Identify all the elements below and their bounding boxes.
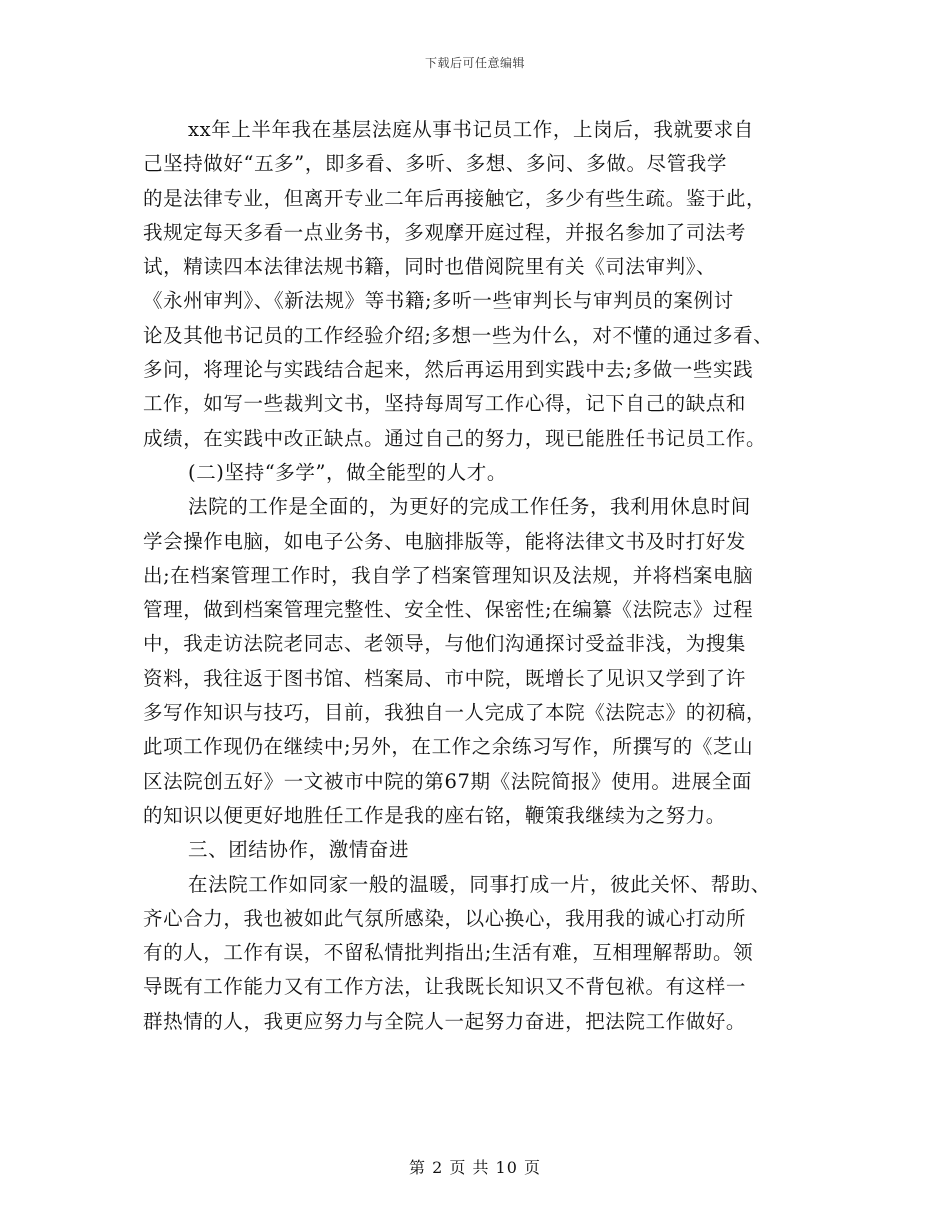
section-heading: (二)坚持“多学”，做全能型的人才。 xyxy=(188,460,507,484)
text-line: 我规定每天多看一点业务书，多观摩开庭过程，并报名参加了司法考 xyxy=(143,220,747,244)
text-line: 的是法律专业，但离开专业二年后再接触它，多少有些生疏。鉴于此， xyxy=(143,186,767,210)
text-line: 成绩，在实践中改正缺点。通过自己的努力，现已能胜任书记员工作。 xyxy=(143,426,767,450)
text-line: xx年上半年我在基层法庭从事书记员工作，上岗后，我就要求自 xyxy=(188,118,754,141)
text-line: 多写作知识与技巧，目前，我独自一人完成了本院《法院志》的初稿， xyxy=(143,701,767,725)
text-line: 资料，我往返于图书馆、档案局、市中院，既增长了见识又学到了许 xyxy=(143,666,747,690)
text-line: 学会操作电脑，如电子公务、电脑排版等，能将法律文书及时打好发 xyxy=(143,529,747,553)
text-line: 工作，如写一些裁判文书，坚持每周写工作心得，记下自己的缺点和 xyxy=(143,392,747,416)
text-line: 在法院工作如同家一般的温暖，同事打成一片，彼此关怀、帮助、 xyxy=(188,872,771,896)
text-line: 管理，做到档案管理完整性、安全性、保密性;在编纂《法院志》过程 xyxy=(143,598,754,622)
text-line: 试，精读四本法律法规书籍，同时也借阅院里有关《司法审判》、 xyxy=(143,255,717,279)
text-line: 齐心合力，我也被如此气氛所感染，以心换心，我用我的诚心打动所 xyxy=(143,906,747,930)
document-body xyxy=(143,113,823,1039)
text-line: 出;在档案管理工作时，我自学了档案管理知识及法规，并将档案电脑 xyxy=(143,563,754,587)
text-line: 此项工作现仍在继续中;另外，在工作之余练习写作，所撰写的《芝山 xyxy=(143,735,754,759)
page-number-footer: 第 2 页 共 10 页 xyxy=(409,1158,541,1177)
text-line: 法院的工作是全面的，为更好的完成工作任务，我利用休息时间 xyxy=(188,495,751,519)
text-line: 论及其他书记员的工作经验介绍;多想一些为什么，对不懂的通过多看、 xyxy=(143,323,774,347)
text-line: 有的人，工作有误，不留私情批判指出;生活有难，互相理解帮助。领 xyxy=(143,941,754,965)
text-line: 己坚持做好“五多”，即多看、多听、多想、多问、多做。尽管我学 xyxy=(143,152,727,176)
text-line: 中，我走访法院老同志、老领导，与他们沟通探讨受益非浅，为搜集 xyxy=(143,632,747,656)
text-line: 多问，将理论与实践结合起来，然后再运用到实践中去;多做一些实践 xyxy=(143,358,754,382)
text-line: 的知识以便更好地胜任工作是我的座右铭，鞭策我继续为之努力。 xyxy=(143,803,726,827)
text-line: 导既有工作能力又有工作方法，让我既长知识又不背包袱。有这样一 xyxy=(143,975,747,999)
text-line: 区法院创五好》一文被市中院的第67期《法院简报》使用。进展全面 xyxy=(143,769,752,793)
text-line: 《永州审判》、《新法规》等书籍;多听一些审判长与审判员的案例讨 xyxy=(143,289,734,313)
page-header: 下载后可任意编辑 xyxy=(424,56,525,70)
section-heading: 三、团结协作，激情奋进 xyxy=(188,838,410,862)
text-line: 群热情的人，我更应努力与全院人一起努力奋进，把法院工作做好。 xyxy=(143,1009,747,1033)
